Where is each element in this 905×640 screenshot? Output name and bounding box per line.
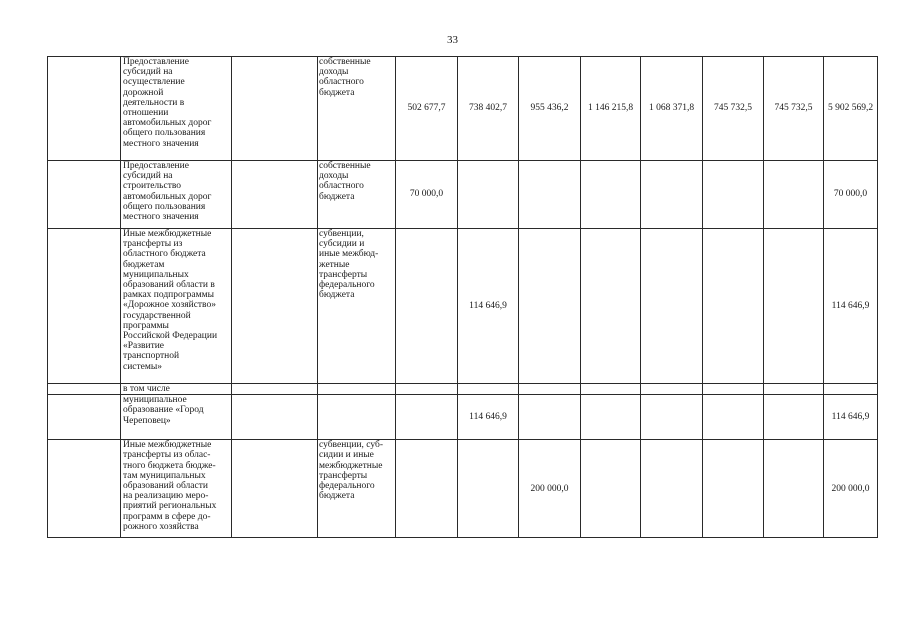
year-value-cell: [764, 395, 824, 440]
table-row: [48, 395, 878, 440]
table-row: [48, 57, 878, 161]
year-value-cell: [519, 229, 581, 384]
year-value-cell: 1 068 371,8: [641, 57, 703, 161]
table-row: [48, 229, 878, 384]
empty-cell: [232, 384, 318, 395]
year-value-cell: [396, 395, 458, 440]
year-value-cell: 745 732,5: [703, 57, 764, 161]
funding-source-cell: субвенции, субсидии и иные межбюд- жетные трансферты федерального бюджета: [318, 229, 396, 384]
year-value-cell: [396, 229, 458, 384]
funding-source-cell: собственные доходы областного бюджета: [318, 57, 396, 161]
total-value-cell: [824, 384, 878, 395]
year-value-cell: [641, 161, 703, 229]
year-value-cell: [641, 440, 703, 538]
table-body: [48, 57, 878, 538]
year-value-cell: [519, 161, 581, 229]
empty-cell: [48, 161, 121, 229]
empty-cell: [232, 161, 318, 229]
year-value-cell: 1 146 215,8: [581, 57, 641, 161]
year-value-cell: [581, 384, 641, 395]
description-cell: Предоставление субсидий на осуществление дорожной деятельности в отношении автомобильных дорог общего пользования местного значения: [121, 57, 232, 161]
description-cell: Иные межбюджетные трансферты из областного бюджета бюджетам муниципальных образований области в рамках подпрограммы «Дорожное хозяйство» государственной программы Российской Федерации «Развитие транспортной системы»: [121, 229, 232, 384]
funding-source-cell: собственные доходы областного бюджета: [318, 161, 396, 229]
year-value-cell: [764, 229, 824, 384]
empty-cell: [48, 229, 121, 384]
empty-cell: [232, 229, 318, 384]
empty-cell: [48, 395, 121, 440]
year-value-cell: 114 646,9: [458, 229, 519, 384]
year-value-cell: [581, 440, 641, 538]
year-value-cell: [581, 161, 641, 229]
page-number: 33: [447, 34, 458, 46]
description-cell: муниципальное образование «Город Череповец»: [121, 395, 232, 440]
year-value-cell: [458, 161, 519, 229]
budget-table-container: [47, 56, 878, 538]
empty-cell: [232, 395, 318, 440]
year-value-cell: 955 436,2: [519, 57, 581, 161]
year-value-cell: [641, 229, 703, 384]
budget-table: [47, 56, 878, 538]
year-value-cell: 114 646,9: [458, 395, 519, 440]
year-value-cell: 502 677,7: [396, 57, 458, 161]
year-value-cell: [581, 395, 641, 440]
year-value-cell: [641, 395, 703, 440]
year-value-cell: [458, 440, 519, 538]
year-value-cell: [703, 229, 764, 384]
table-row: [48, 440, 878, 538]
year-value-cell: [703, 440, 764, 538]
year-value-cell: 200 000,0: [519, 440, 581, 538]
empty-cell: [48, 57, 121, 161]
table-row: [48, 384, 878, 395]
year-value-cell: [581, 229, 641, 384]
year-value-cell: [764, 161, 824, 229]
year-value-cell: [396, 384, 458, 395]
year-value-cell: [641, 384, 703, 395]
year-value-cell: [519, 384, 581, 395]
year-value-cell: 745 732,5: [764, 57, 824, 161]
empty-cell: [48, 440, 121, 538]
funding-source-cell: [318, 384, 396, 395]
total-value-cell: 114 646,9: [824, 229, 878, 384]
funding-source-cell: [318, 395, 396, 440]
year-value-cell: 738 402,7: [458, 57, 519, 161]
year-value-cell: [764, 440, 824, 538]
total-value-cell: 114 646,9: [824, 395, 878, 440]
year-value-cell: [703, 395, 764, 440]
description-cell: Иные межбюджетные трансферты из облас- тного бюджета бюдже- там муниципальных образований области на реализацию меро- приятий региональных программ в сфере до- рожного хозяйства: [121, 440, 232, 538]
description-cell: в том числе: [121, 384, 232, 395]
empty-cell: [232, 440, 318, 538]
year-value-cell: [396, 440, 458, 538]
total-value-cell: 5 902 569,2: [824, 57, 878, 161]
year-value-cell: 70 000,0: [396, 161, 458, 229]
year-value-cell: [519, 395, 581, 440]
year-value-cell: [703, 384, 764, 395]
year-value-cell: [703, 161, 764, 229]
total-value-cell: 200 000,0: [824, 440, 878, 538]
table-row: [48, 161, 878, 229]
empty-cell: [48, 384, 121, 395]
year-value-cell: [764, 384, 824, 395]
total-value-cell: 70 000,0: [824, 161, 878, 229]
funding-source-cell: субвенции, суб- сидии и иные межбюджетные трансферты федерального бюджета: [318, 440, 396, 538]
description-cell: Предоставление субсидий на строительство автомобильных дорог общего пользования местного значения: [121, 161, 232, 229]
empty-cell: [232, 57, 318, 161]
year-value-cell: [458, 384, 519, 395]
